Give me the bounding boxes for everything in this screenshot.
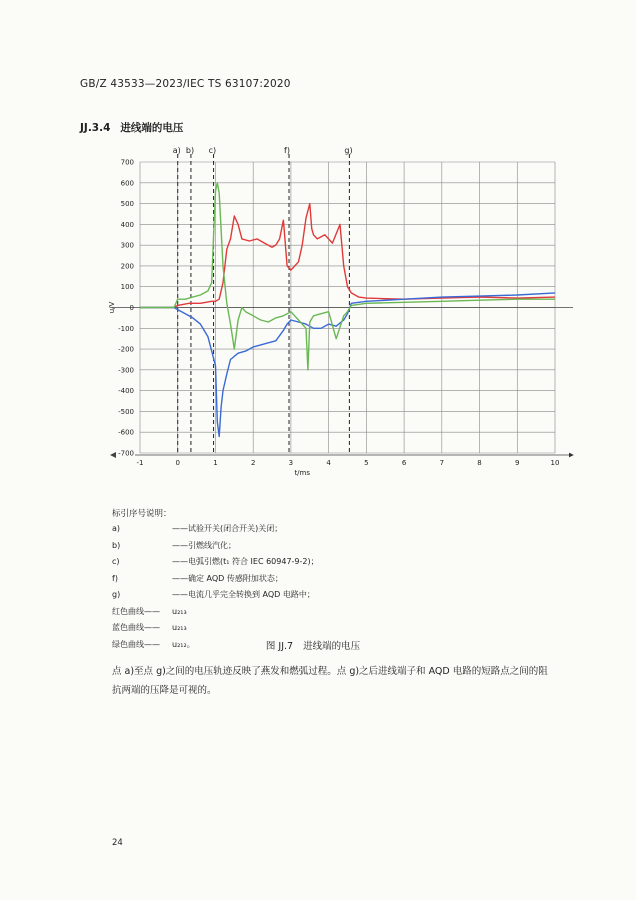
x-tick-labels	[137, 459, 560, 467]
legend-item: 绿色曲线—— u₂₁₂。	[112, 639, 195, 649]
x-tick-label: 0	[175, 459, 180, 467]
y-axis-label: u/V	[108, 301, 116, 314]
legend-item: g) ——电流几乎完全转换到 AQD 电路中；	[112, 590, 315, 599]
y-tick-label: -200	[118, 345, 134, 354]
x-tick-label: 5	[364, 459, 369, 467]
axis-labels	[108, 302, 310, 477]
legend-item: 红色曲线—— u₂₁₃	[112, 606, 187, 616]
figure-title: 进线端的电压	[303, 641, 361, 652]
event-markers	[173, 146, 353, 455]
y-tick-label: -700	[118, 449, 134, 458]
series-line-1	[140, 204, 555, 308]
y-tick-label: 100	[120, 283, 134, 292]
y-tick-label: -300	[118, 366, 134, 375]
body-paragraph: 点 a)至点 g)之间的电压轨迹反映了燕发和燃弧过程。点 g)之后进线端子和 AQD 电路的短路点之间的阻抗两端的压降是可视的。	[112, 666, 548, 696]
legend-item: a) ——试验开关(闭合开关)关闭；	[112, 524, 283, 533]
figure-caption	[0, 638, 636, 652]
x-tick-label: 9	[515, 459, 520, 467]
x-tick-label: -1	[136, 459, 144, 467]
x-tick-label: 6	[401, 459, 407, 467]
document-header: GB/Z 43533—2023/IEC TS 63107:2020	[80, 78, 291, 90]
y-tick-label: 300	[120, 241, 134, 250]
event-marker-label: f)	[284, 146, 290, 155]
y-tick-label: -100	[118, 324, 134, 333]
x-axis-arrow-left	[110, 452, 116, 458]
y-tick-label: -500	[118, 407, 134, 416]
y-tick-label: -600	[118, 428, 134, 437]
event-marker-label: b)	[185, 146, 195, 155]
y-tick-label: 700	[120, 158, 134, 167]
section-title: 进线端的电压	[120, 122, 184, 134]
series-line-3	[140, 183, 555, 370]
x-tick-label: 7	[439, 459, 445, 467]
x-tick-label: 1	[213, 459, 218, 467]
series-lines	[140, 183, 555, 437]
legend-list	[112, 521, 319, 653]
legend-item: b) ——引燃线汽化；	[112, 540, 236, 550]
x-tick-label: 4	[326, 459, 331, 467]
x-axis-label: t/ms	[294, 469, 311, 477]
event-marker-label: g)	[344, 146, 353, 155]
x-tick-label: 3	[288, 459, 294, 467]
section-number: JJ.3.4	[80, 122, 111, 134]
y-tick-label: 600	[120, 179, 134, 188]
legend-item: c) ——电弧引燃(t₁ 符合 IEC 60947-9-2)；	[112, 557, 319, 566]
x-tick-label: 8	[477, 459, 482, 467]
legend-item: 蓝色曲线—— u₂₁₃	[112, 623, 187, 632]
event-marker-label: a)	[172, 146, 181, 155]
legend-item: f) ——确定 AQD 传感附加状态；	[112, 573, 283, 583]
y-tick-label: 0	[129, 304, 134, 312]
event-marker-label: c)	[208, 146, 217, 155]
series-line-2	[140, 293, 555, 437]
figure-number: 图 JJ.7	[265, 641, 294, 652]
y-tick-labels	[118, 159, 134, 458]
y-tick-label: 200	[120, 262, 134, 271]
y-tick-label: 400	[120, 220, 134, 229]
x-tick-label: 2	[250, 459, 256, 467]
y-tick-label: -400	[118, 387, 134, 396]
x-tick-label: 10	[550, 459, 560, 467]
page-number: 24	[112, 838, 123, 848]
legend-title: 标引序号说明：	[112, 509, 172, 519]
y-tick-label: 500	[120, 200, 134, 209]
